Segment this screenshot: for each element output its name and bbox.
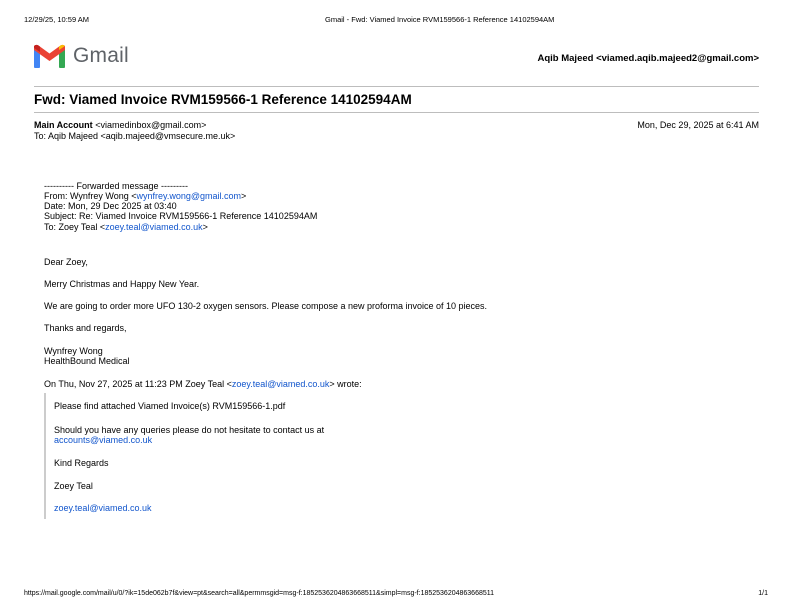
quote-signature-email[interactable]: zoey.teal@viamed.co.uk	[54, 503, 152, 513]
gmail-logo[interactable]	[34, 44, 129, 68]
quote-name: Zoey Teal	[54, 481, 93, 491]
forwarded-to-email[interactable]: zoey.teal@viamed.co.uk	[105, 222, 203, 232]
forwarded-subject: Subject: Re: Viamed Invoice RVM159566-1 Reference 14102594AM	[44, 211, 318, 221]
accounts-email-link[interactable]: accounts@viamed.co.uk	[54, 435, 153, 445]
quote-intro: On Thu, Nov 27, 2025 at 11:23 PM Zoey Teal <zoey.teal@viamed.co.uk> wrote:	[44, 379, 362, 389]
gmail-envelope-icon	[34, 44, 65, 68]
thanks: Thanks and regards,	[44, 323, 127, 333]
signature-company: HealthBound Medical	[44, 356, 130, 366]
print-title: Gmail - Fwd: Viamed Invoice RVM159566-1 Reference 14102594AM	[325, 15, 555, 24]
divider	[34, 112, 759, 113]
account-name: Aqib Majeed <viamed.aqib.majeed2@gmail.com>	[537, 53, 759, 64]
message-date: Mon, Dec 29, 2025 at 6:41 AM	[637, 120, 759, 130]
forwarded-from: From: Wynfrey Wong <wynfrey.wong@gmail.com>	[44, 191, 247, 201]
quote-intro-email[interactable]: zoey.teal@viamed.co.uk	[231, 379, 330, 389]
forwarded-banner: ---------- Forwarded message ---------	[44, 181, 188, 191]
quote-regards: Kind Regards	[54, 458, 109, 468]
signature-name: Wynfrey Wong	[44, 346, 103, 356]
message-from	[34, 120, 206, 131]
print-page-number: 1/1	[758, 590, 768, 597]
forwarded-date: Date: Mon, 29 Dec 2025 at 03:40	[44, 201, 177, 211]
from-email: <viamedinbox@gmail.com>	[95, 120, 207, 130]
gmail-wordmark: Gmail	[73, 44, 129, 67]
quote-line: Please find attached Viamed Invoice(s) RVM159566-1.pdf	[54, 401, 286, 411]
quote-line: Should you have any queries please do not hesitate to contact us at	[54, 425, 325, 435]
print-url: https://mail.google.com/mail/u/0/?ik=15de062b7f&view=pt&search=all&permmsgid=msg-f:1852536204863668511&simpl=msg-f:1852536204863668511	[24, 590, 495, 597]
print-datetime: 12/29/25, 10:59 AM	[24, 15, 90, 24]
divider	[34, 86, 759, 87]
email-subject: Fwd: Viamed Invoice RVM159566-1 Reference 14102594AM	[34, 92, 412, 107]
from-name: Main Account	[34, 120, 93, 130]
message-to: To: Aqib Majeed <aqib.majeed@vmsecure.me.uk>	[34, 131, 236, 141]
forwarded-to: To: Zoey Teal <zoey.teal@viamed.co.uk>	[44, 222, 208, 232]
body-line: We are going to order more UFO 130-2 oxygen sensors. Please compose a new proforma invoice of 10 pieces.	[44, 301, 488, 311]
greeting: Dear Zoey,	[44, 257, 88, 267]
forwarded-from-email[interactable]: wynfrey.wong@gmail.com	[136, 191, 242, 201]
quote-bar	[44, 393, 46, 519]
body-line: Merry Christmas and Happy New Year.	[44, 279, 200, 289]
